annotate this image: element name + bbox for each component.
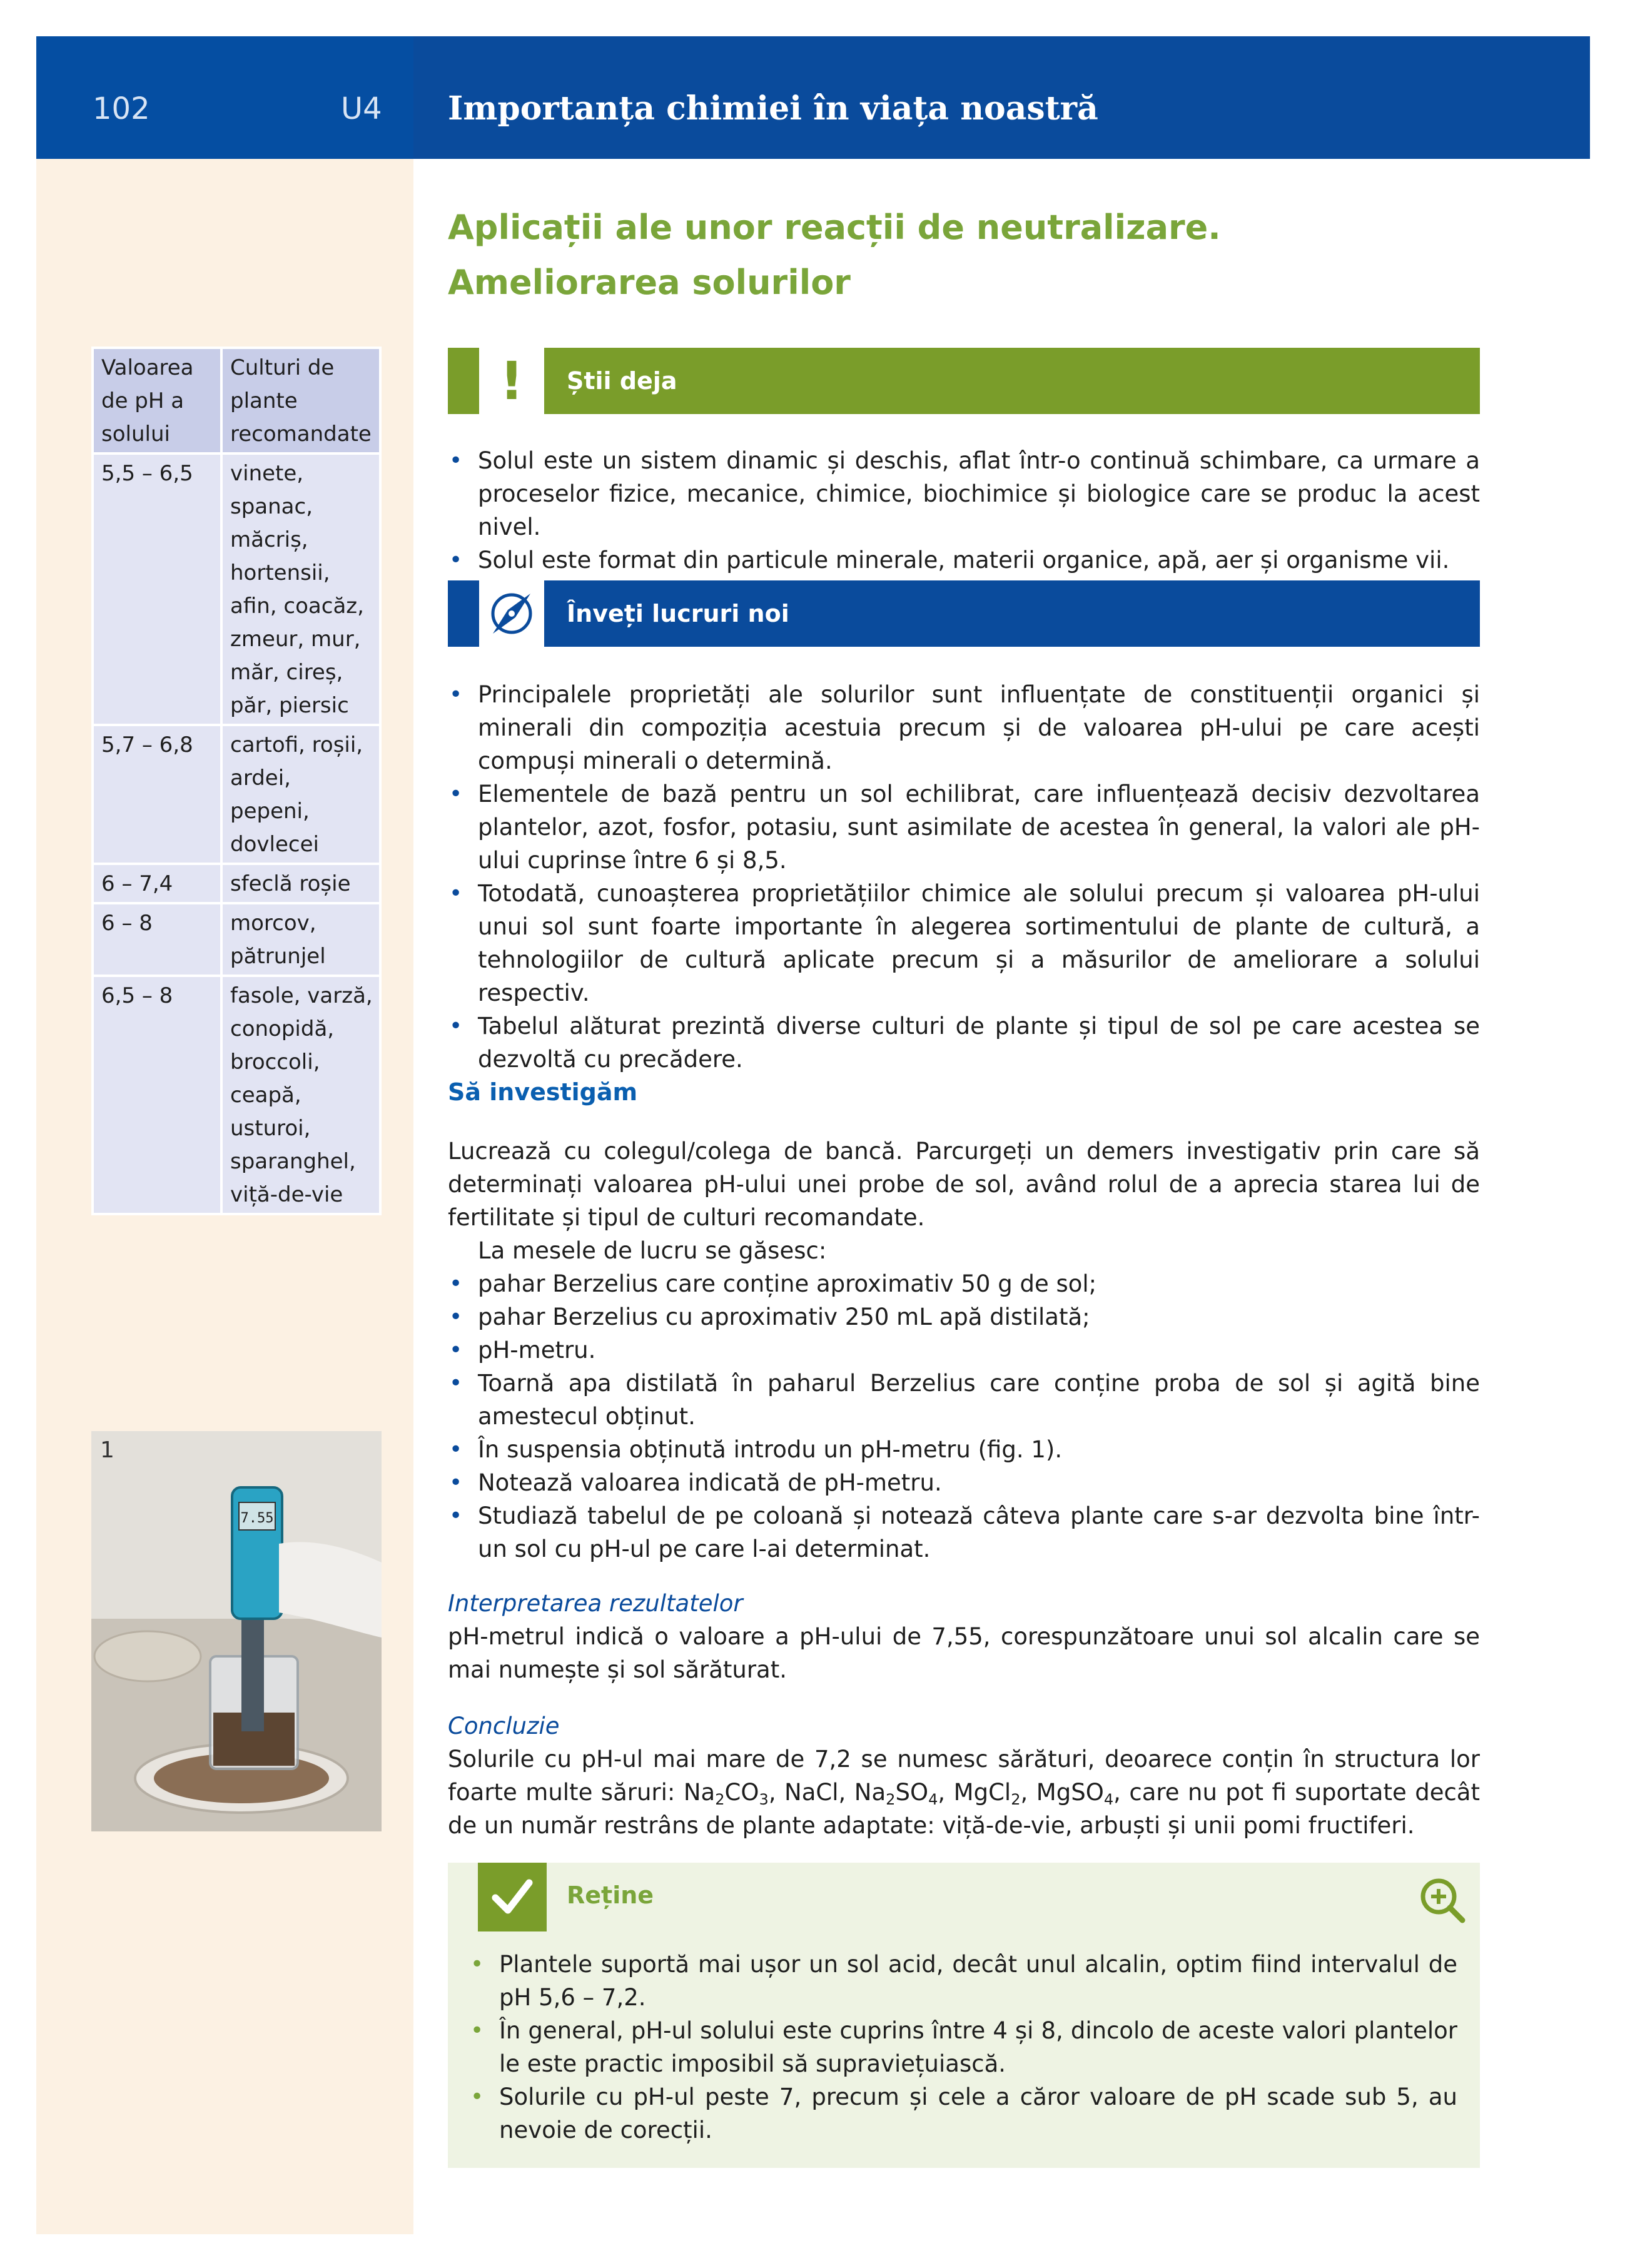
ph-meter-photo [91,1431,382,1831]
crops-cell: vinete, spanac, măcriș, hortensii, afin, coacăz, zmeur, mur, măr, cireș, păr, piersic [221,453,380,725]
list-item: • pahar Berzelius cu aproximativ 250 mL apă distilată; [448,1300,1480,1334]
list-item: • pahar Berzelius care conține aproximativ 50 g de sol; [448,1267,1480,1300]
list-item: • Principalele proprietăți ale solurilor sunt influențate de constituenții organici și minerali din compoziția acestuia precum și de valoarea pH-ului pe care acești compuși minerali o determină. [448,678,1480,777]
list-item: • Totodată, cunoașterea proprietățiilor chimice ale solului precum și valoarea pH-ului unui sol sunt foarte importante în alegerea sortimentului de plante de cultură, a tehnologiilor de cultură aplicate precum și a măsurilor de ameliorare a solului respectiv. [448,877,1480,1010]
list-item: • Elementele de bază pentru un sol echilibrat, care influențează decisiv dezvoltarea plantelor, azot, fosfor, potasiu, sunt asimilate de acestea în general, la valori ale pH-ului cuprinse între 6 și 8,5. [448,777,1480,877]
ph-range-cell: 5,5 – 6,5 [93,453,221,725]
ph-crop-table [91,347,382,1215]
page-number: 102 [93,91,150,126]
crops-cell: sfeclă roșie [221,864,380,903]
retine-box [448,1863,1480,2168]
list-item: • Plantele suportă mai ușor un sol acid, decât unul alcalin, optim fiind intervalul de pH 5,6 – 7,2. [469,1948,1457,2014]
ph-range-cell: 6,5 – 8 [93,976,221,1214]
list-item: • În suspensia obținută introdu un pH-metru (fig. 1). [448,1433,1480,1466]
check-icon [478,1863,547,1931]
concluzie-title: Concluzie [448,1713,560,1739]
list-item: • pH-metru. [448,1334,1480,1367]
lesson-title [448,200,1574,310]
inveti-list [448,678,1480,1076]
stii-deja-title: Știi deja [544,348,1480,414]
list-item: • Toarnă apa distilată în paharul Berzelius care conține proba de sol și agită bine amestecul obținut. [448,1367,1480,1433]
list-item: • În general, pH-ul solului este cuprins între 4 și 8, dincolo de aceste valori plantelor le este practic imposibil să supraviețuiască. [469,2014,1457,2080]
chapter-title: Importanța chimiei în viața noastră [448,89,1098,128]
table-row [93,453,380,725]
stii-deja-list [448,444,1480,577]
compass-icon [479,580,544,647]
crops-cell: cartofi, roșii, ardei, pepeni, dovlecei [221,725,380,864]
table-row [93,725,380,864]
investigam-title: Să investigăm [448,1078,638,1106]
unit-label: U4 [341,91,382,126]
table-row [93,864,380,903]
interpretare-text: pH-metrul indică o valoare a pH-ului de 7,55, corespunzătoare unui sol alcalin care se mai numește și sol sărăturat. [448,1623,1480,1683]
investigam-list [448,1267,1480,1566]
concluzie-text-after: , care nu pot fi suportate decât de un număr restrâns de plante adaptate: viță-de-vie, arbuști și unii pomi fructiferi. [448,1779,1480,1839]
list-item: • Tabelul alăturat prezintă diverse culturi de plante și tipul de sol pe care acestea se dezvoltă cu precădere. [448,1010,1480,1076]
list-item: • Solurile cu pH-ul peste 7, precum și cele a căror valoare de pH scade sub 5, au nevoie de corecții. [469,2080,1457,2147]
list-item: • Studiază tabelul de pe coloană și notează câteva plante care s-ar dezvolta bine într-un sol cu pH-ul pe care l-ai determinat. [448,1499,1480,1566]
ph-meter-illustration [91,1431,382,1831]
list-item: • Solul este un sistem dinamic și deschis, aflat într-o continuă schimbare, ca urmare a proceselor fizice, mecanice, chimice, biochimice și biologice care se produc la acest nivel. [448,444,1480,544]
concluzie-text [448,1743,1480,1842]
meter-display: 7.55 [240,1511,274,1526]
stii-deja-marker [448,348,479,414]
crops-cell: morcov, pătrunjel [221,903,380,976]
zoom-in-icon[interactable] [1417,1875,1467,1925]
salt-formulas: $Na_2CO_3$, NaCl, $Na_2SO_4$, MgCl$_2$, MgSO$_4$ [683,1779,1114,1809]
exclamation-icon: ! [479,348,544,414]
inveti-title: Înveți lucruri noi [544,580,1480,647]
retine-title: Reține [567,1881,654,1909]
list-item: • Solul este format din particule minerale, materii organice, apă, aer și organisme vii. [448,544,1480,577]
crops-cell: fasole, varză, conopidă, broccoli, ceapă, usturoi, sparanghel, viță-de-vie [221,976,380,1214]
table-row [93,903,380,976]
materials-intro: La mesele de lucru se găsesc: [478,1237,827,1264]
concluzie-text-before: Solurile cu pH-ul mai mare de 7,2 se numesc sărături, deoarece conțin în structura lor foarte multe săruri: [448,1746,1480,1806]
ph-range-cell: 6 – 7,4 [93,864,221,903]
retine-list [469,1948,1457,2147]
table-header-crops: Culturi de plante recomandate [221,348,380,453]
investigam-intro: Lucrează cu colegul/colega de bancă. Parcurgeți un demers investigativ prin care să determinați valoarea pH-ului unei probe de sol, având rolul de a aprecia starea lui de fertilitate și tipul de culturi recomandate. [448,1138,1480,1231]
table-header-ph: Valoarea de pH a solului [93,348,221,453]
figure-number: 1 [100,1437,114,1463]
interpretare-title: Interpretarea rezultatelor [448,1590,743,1617]
ph-range-cell: 5,7 – 6,8 [93,725,221,864]
ph-range-cell: 6 – 8 [93,903,221,976]
lesson-title-line2: Ameliorarea solurilor [448,263,851,302]
inveti-marker [448,580,479,647]
table-row [93,976,380,1214]
list-item: • Notează valoarea indicată de pH-metru. [448,1466,1480,1499]
table-header-row [93,348,380,453]
lesson-title-line1: Aplicații ale unor reacții de neutralizare. [448,208,1221,247]
